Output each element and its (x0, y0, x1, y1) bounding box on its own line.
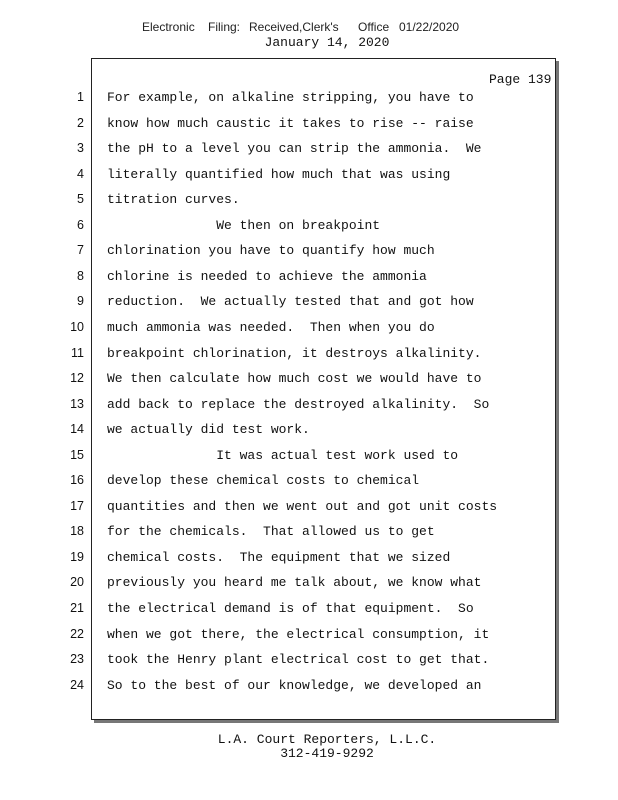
transcript-line (0, 473, 618, 499)
line-text: quantities and then we went out and got unit costs (107, 498, 498, 514)
line-number: 16 (70, 473, 84, 488)
transcript-line (0, 524, 618, 550)
line-number: 1 (77, 90, 84, 104)
transcript-line (0, 90, 618, 116)
line-text: know how much caustic it takes to rise -- raise (107, 115, 474, 131)
stamp-received: Received,Clerk's (249, 20, 339, 34)
line-number: 22 (70, 626, 84, 641)
line-number: 7 (77, 243, 84, 258)
line-number: 13 (70, 396, 84, 411)
line-text: titration curves. (107, 192, 240, 208)
line-number: 4 (77, 166, 84, 181)
transcript-line (0, 371, 618, 397)
line-number: 3 (77, 141, 84, 156)
line-number: 20 (70, 575, 84, 590)
transcript-line (0, 320, 618, 346)
line-text: took the Henry plant electrical cost to get that. (107, 652, 490, 668)
transcript-line (0, 601, 618, 627)
line-number: 14 (70, 422, 84, 437)
line-number: 21 (70, 601, 84, 615)
line-number: 8 (77, 268, 84, 283)
line-number: 17 (70, 498, 84, 513)
line-number: 24 (70, 677, 84, 692)
transcript-line (0, 269, 618, 295)
line-text: much ammonia was needed. Then when you do (107, 319, 435, 335)
line-number: 11 (71, 345, 84, 360)
line-number: 2 (77, 115, 84, 130)
line-number: 6 (77, 217, 84, 232)
transcript-line (0, 192, 618, 218)
line-text: develop these chemical costs to chemical (107, 473, 420, 489)
hearing-date: January 14, 2020 (264, 35, 390, 50)
stamp-electronic: Electronic (142, 20, 195, 34)
transcript-line (0, 243, 618, 269)
stamp-office: Office (358, 20, 390, 34)
line-text: chlorine is needed to achieve the ammonia (107, 268, 427, 284)
transcript-line (0, 499, 618, 525)
line-text: We then calculate how much cost we would have to (107, 371, 482, 387)
transcript-line (0, 550, 618, 576)
line-number: 18 (70, 524, 84, 539)
transcript-line (0, 218, 618, 244)
transcript-line (0, 652, 618, 678)
line-text: previously you heard me talk about, we know what (107, 575, 482, 591)
transcript-line (0, 678, 618, 704)
footer (0, 733, 618, 761)
line-text: when we got there, the electrical consumption, it (107, 626, 490, 642)
transcript-line (0, 346, 618, 372)
transcript-line (0, 116, 618, 142)
line-text: reduction. We actually tested that and got how (107, 294, 474, 310)
transcript-line (0, 294, 618, 320)
line-text: the pH to a level you can strip the ammonia. We (107, 141, 482, 157)
line-text: It was actual test work used to (107, 447, 459, 463)
transcript-line (0, 397, 618, 423)
line-text: for the chemicals. That allowed us to get (107, 524, 435, 540)
line-number: 23 (70, 652, 84, 667)
footer-company: L.A. Court Reporters, L.L.C. (217, 732, 437, 747)
transcript-line (0, 627, 618, 653)
line-number: 9 (77, 294, 84, 309)
line-text: the electrical demand is of that equipment. So (107, 601, 474, 616)
transcript-line (0, 167, 618, 193)
line-text: we actually did test work. (107, 422, 310, 438)
stamp-filing: Filing: (208, 20, 241, 34)
line-text: For example, on alkaline stripping, you have to (107, 90, 474, 105)
line-text: literally quantified how much that was using (107, 166, 451, 182)
transcript-line (0, 448, 618, 474)
page-number: Page 139 (489, 72, 552, 87)
line-text: chemical costs. The equipment that we sized (107, 549, 451, 565)
line-number: 10 (70, 319, 84, 334)
stamp-date: 01/22/2020 (399, 20, 460, 34)
transcript-line (0, 575, 618, 601)
line-text: breakpoint chlorination, it destroys alkalinity. (107, 345, 482, 361)
line-text: chlorination you have to quantify how much (107, 243, 435, 259)
line-number: 15 (70, 447, 84, 462)
line-text: So to the best of our knowledge, we developed an (107, 677, 482, 693)
line-number: 5 (77, 192, 84, 207)
line-number: 12 (70, 371, 84, 386)
transcript-line (0, 141, 618, 167)
transcript-line (0, 422, 618, 448)
line-number: 19 (70, 549, 84, 564)
line-text: We then on breakpoint (107, 217, 381, 233)
footer-phone: 312-419-9292 (280, 746, 374, 761)
line-text: add back to replace the destroyed alkalinity. So (107, 396, 490, 412)
